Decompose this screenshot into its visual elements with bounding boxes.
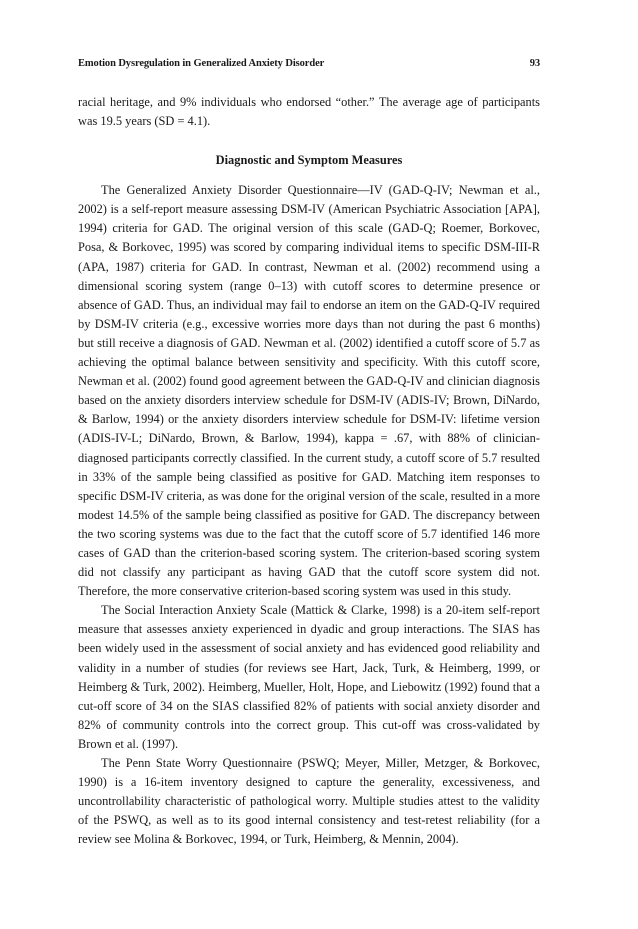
paragraph-sias: The Social Interaction Anxiety Scale (Mattick & Clarke, 1998) is a 20-item self-report measure that assesses anxiety experienced in dyadic and group interactions. The SIAS has been widely used in the assessment of social anxiety and has evidenced good reliability and validity in a number of studies (for reviews see Hart, Jack, Turk, & Heimberg, 1999, or Heimberg & Turk, 2002). Heimberg, Mueller, Holt, Hope, and Liebowitz (1992) found that a cut-off score of 34 on the SIAS classified 82% of patients with social anxiety disorder and 82% of community controls into the correct group. This cut-off was cross-validated by Brown et al. (1997). xyxy=(78,603,540,751)
section-heading: Diagnostic and Symptom Measures xyxy=(215,153,403,168)
page-number: 93 xyxy=(529,58,540,69)
intro-paragraph: racial heritage, and 9% individuals who endorsed “other.” The average age of participants was 19.5 years (SD = 4.1). xyxy=(78,95,540,129)
running-head xyxy=(78,58,540,69)
body-text xyxy=(78,93,540,849)
paragraph-pswq: The Penn State Worry Questionnaire (PSWQ; Meyer, Miller, Metzger, & Borkovec, 1990) is a 16-item inventory designed to capture the generality, excessiveness, and uncontrollability characteristic of pathological worry. Multiple studies attest to the validity of the PSWQ, as well as to its good internal consistency and test-retest reliability (for a review see Molina & Borkovec, 1994, or Turk, Heimberg, & Mennin, 2004). xyxy=(78,756,540,847)
paragraph-gad-q-iv: The Generalized Anxiety Disorder Questionnaire—IV (GAD-Q-IV; Newman et al., 2002) is a self-report measure assessing DSM-IV (American Psychiatric Association [APA], 1994) criteria for GAD. The original version of this scale (GAD-Q; Roemer, Borkovec, Posa, & Borkovec, 1995) was scored by comparing individual items to specific DSM-III-R (APA, 1987) criteria for GAD. In contrast, Newman et al. (2002) recommend using a dimensional scoring system (range 0–13) with cutoff scores to determine presence or absence of GAD. Thus, an individual may fail to endorse an item on the GAD-Q-IV required by DSM-IV criteria (e.g., excessive worries more days than not during the past 6 months) but still receive a diagnosis of GAD. Newman et al. (2002) identified a cutoff score of 5.7 as achieving the optimal balance between sensitivity and specificity. With this cutoff score, Newman et al. (2002) found good agreement between the GAD-Q-IV and clinician diagnosis based on the anxiety disorders interview schedule for DSM-IV (ADIS-IV; Brown, DiNardo, & Barlow, 1994) or the anxiety disorders interview schedule for DSM-IV: lifetime version (ADIS-IV-L; DiNardo, Brown, & Barlow, 1994), kappa = .67, with 88% of clinician-diagnosed participants correctly classified. In the current study, a cutoff score of 5.7 resulted in 33% of the sample being classified as positive for GAD. Matching item responses to specific DSM-IV criteria, as was done for the original version of the scale, resulted in a more modest 14.5% of the sample being classified as positive for GAD. The discrepancy between the two scoring systems was due to the fact that the cutoff score of 5.7 identified 146 more cases of GAD than the criterion-based scoring system. The criterion-based scoring system did not classify any participant as having GAD that the cutoff score system did not. Therefore, the more conservative criterion-based scoring system was used in this study. xyxy=(78,183,540,599)
running-title: Emotion Dysregulation in Generalized Anxiety Disorder xyxy=(78,58,325,69)
book-page xyxy=(78,58,540,849)
